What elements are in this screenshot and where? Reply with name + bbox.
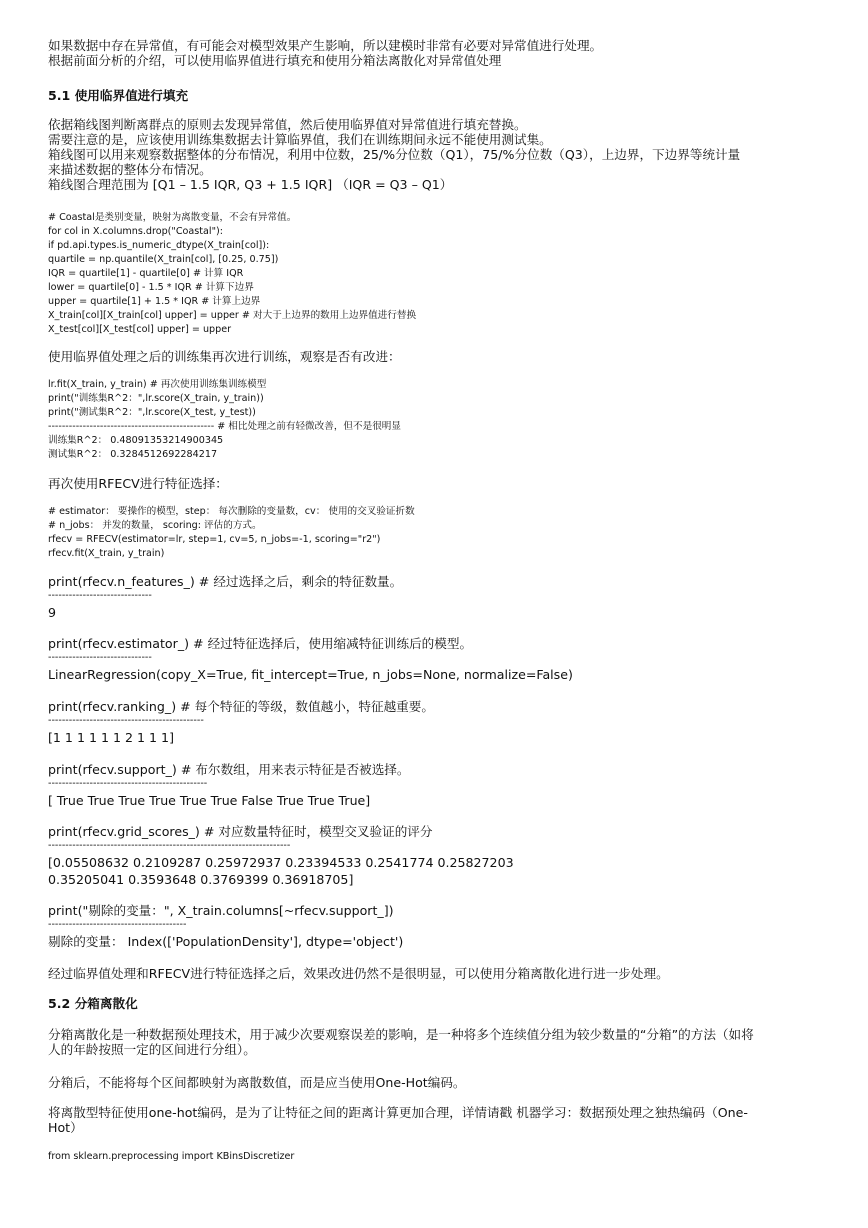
output-estimator [48,635,573,683]
output-divider: --------------------------------------------- [48,715,204,726]
code-line: print("测试集R^2：",lr.score(X_test, y_test)) [48,407,256,418]
code-line: rfecv.fit(X_train, y_train) [48,548,165,559]
output-divider: ---------------------------------------------------------------------- [48,840,291,851]
intro-line: 根据前面分析的介绍，可以使用临界值进行填充和使用分箱法离散化对异常值处理 [48,53,502,68]
rfecv-paragraph: 再次使用RFECV进行特征选择： [48,476,228,491]
paragraph-line: 人的年龄按照一定的区间进行分组）。 [48,1042,256,1057]
output-n-features [48,573,402,621]
output-result: 0.35205041 0.3593648 0.3769399 0.36918705] [48,872,354,887]
intro [48,38,602,68]
output-command: print(rfecv.support_) # 布尔数组，用来表示特征是否被选择。 [48,762,410,777]
output-divider: ---------------------------------------------- [48,778,208,789]
output-command: print("剔除的变量：", X_train.columns[~rfecv.support_]) [48,903,394,918]
paragraph-line: 将离散型特征使用one-hot编码，是为了让特征之间的距离计算更加合理，详情请戳 机器学习：数据预处理之独热编码（One- [48,1105,748,1120]
intro-line: 如果数据中存在异常值，有可能会对模型效果产生影响，所以建模时非常有必要对异常值进行处理。 [48,38,603,53]
code-block-rfecv [48,505,415,561]
output-result: [1 1 1 1 1 1 2 1 1 1] [48,730,174,745]
retrain-paragraph: 使用临界值处理之后的训练集再次进行训练，观察是否有改进： [48,349,401,364]
section-heading-5-2: 5.2 分箱离散化 [48,996,138,1011]
output-grid-scores [48,823,514,888]
code-line: rfecv = RFECV(estimator=lr, step=1, cv=5, n_jobs=-1, scoring="r2") [48,534,381,545]
paragraph-line: 需要注意的是，应该使用训练集数据去计算临界值，我们在训练期间永远不能使用测试集。 [48,132,552,147]
code-line: ------------------------------------------------ # 相比处理之前有轻微改善，但不是很明显 [48,421,401,432]
code-line: lower = quartile[0] - 1.5 * IQR # 计算下边界 [48,282,254,293]
output-divider: ------------------------------ [48,652,152,663]
output-divider: ---------------------------------------- [48,919,187,930]
code-line: 训练集R^2： 0.48091353214900345 [48,435,224,446]
paragraph-line: Hot） [48,1120,83,1135]
paragraph-line: 箱线图可以用来观察数据整体的分布情况，利用中位数，25/%分位数（Q1），75/%分位数（Q3），上边界，下边界等统计量 [48,147,741,162]
section-5-1-paragraph [48,117,740,192]
paragraph-line: 来描述数据的整体分布情况。 [48,162,212,177]
code-line: X_train[col][X_train[col] upper] = upper # 对大于上边界的数用上边界值进行替换 [48,310,417,321]
paragraph-line: 分箱离散化是一种数据预处理技术，用于减少次要观察误差的影响，是一种将多个连续值分组为较少数量的“分箱”的方法（如将 [48,1027,754,1042]
output-result: 剔除的变量： Index(['PopulationDensity'], dtype='object') [48,934,404,949]
code-line: upper = quartile[1] + 1.5 * IQR # 计算上边界 [48,296,261,307]
code-line: if pd.api.types.is_numeric_dtype(X_train[col]): [48,240,270,251]
output-result: [ True True True True True True False True True True] [48,793,371,808]
code-line: # Coastal是类别变量，映射为离散变量，不会有异常值。 [48,212,297,223]
output-command: print(rfecv.ranking_) # 每个特征的等级，数值越小，特征越重要。 [48,699,434,714]
output-result: [0.05508632 0.2109287 0.25972937 0.23394533 0.2541774 0.25827203 [48,855,514,870]
paragraph-line: 箱线图合理范围为 [Q1 – 1.5 IQR, Q3 + 1.5 IQR] （IQR = Q3 – Q1） [48,177,453,192]
code-line: print("训练集R^2：",lr.score(X_train, y_train)) [48,393,264,404]
code-line: # estimator： 要操作的模型，step： 每次删除的变量数，cv： 使用的交叉验证折数 [48,506,415,517]
onehot-detail-paragraph [48,1105,748,1135]
binning-paragraph [48,1027,754,1057]
code-block-clip [48,211,416,337]
output-support [48,761,409,809]
onehot-paragraph: 分箱后，不能将每个区间都映射为离散数值，而是应当使用One-Hot编码。 [48,1075,466,1090]
code-line: quartile = np.quantile(X_train[col], [0.25, 0.75]) [48,254,279,265]
paragraph-line: 依据箱线图判断离群点的原则去发现异常值，然后使用临界值对异常值进行填充替换。 [48,117,527,132]
output-divider: ------------------------------ [48,590,152,601]
conclusion-paragraph: 经过临界值处理和RFECV进行特征选择之后，效果改进仍然不是很明显，可以使用分箱离散化进行进一步处理。 [48,966,669,981]
output-ranking [48,698,434,746]
output-result: LinearRegression(copy_X=True, fit_intercept=True, n_jobs=None, normalize=False) [48,667,573,682]
code-import-line: from sklearn.preprocessing import KBinsDiscretizer [48,1151,295,1162]
output-command: print(rfecv.grid_scores_) # 对应数量特征时，模型交叉验证的评分 [48,824,433,839]
output-command: print(rfecv.estimator_) # 经过特征选择后，使用缩减特征训练后的模型。 [48,636,473,651]
section-heading-5-1: 5.1 使用临界值进行填充 [48,88,189,103]
code-line: # n_jobs： 并发的数量， scoring: 评估的方式。 [48,520,262,531]
code-line: IQR = quartile[1] - quartile[0] # 计算 IQR [48,268,244,279]
output-command: print(rfecv.n_features_) # 经过选择之后，剩余的特征数量。 [48,574,403,589]
code-line: lr.fit(X_train, y_train) # 再次使用训练集训练模型 [48,379,267,390]
output-removed-vars [48,902,403,950]
output-result: 9 [48,605,57,620]
code-line: 测试集R^2： 0.3284512692284217 [48,449,218,460]
code-line: for col in X.columns.drop("Coastal"): [48,226,223,237]
code-block-retrain [48,378,401,462]
code-line: X_test[col][X_test[col] upper] = upper [48,324,232,335]
